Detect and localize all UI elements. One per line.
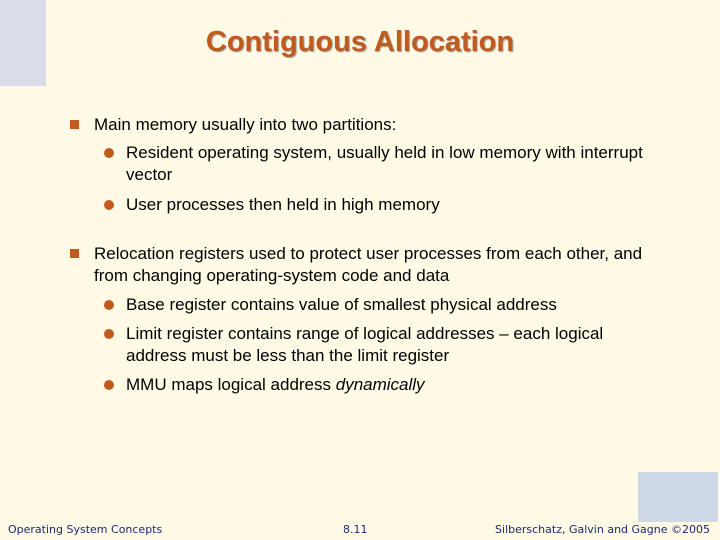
- square-bullet-icon: [70, 120, 79, 129]
- footer-copyright: Silberschatz, Galvin and Gagne ©2005: [495, 523, 710, 536]
- round-bullet-icon: [104, 329, 114, 339]
- sub-bullet-resident-os: Resident operating system, usually held in low memory with interrupt vector: [126, 142, 646, 186]
- footer-page-number: 8.11: [343, 523, 368, 536]
- footer-book-title: Operating System Concepts: [8, 523, 163, 536]
- sub-bullet-limit-register: Limit register contains range of logical addresses – each logical address must be less than the limit register: [126, 323, 646, 367]
- round-bullet-icon: [104, 300, 114, 310]
- bullet-relocation-registers: Relocation registers used to protect user processes from each other, and from changing operating-system code and data: [94, 243, 654, 287]
- round-bullet-icon: [104, 380, 114, 390]
- square-bullet-icon: [70, 249, 79, 258]
- round-bullet-icon: [104, 200, 114, 210]
- round-bullet-icon: [104, 148, 114, 158]
- bullet-main-memory: Main memory usually into two partitions:: [94, 114, 654, 136]
- sub-bullet-base-register: Base register contains value of smallest physical address: [126, 294, 646, 316]
- dinosaur-logo-bottom-right: [638, 472, 718, 522]
- slide-title: Contiguous Allocation: [205, 26, 515, 58]
- sub-bullet-user-processes: User processes then held in high memory: [126, 194, 646, 216]
- sub-bullet-mmu: MMU maps logical address dynamically: [126, 374, 646, 396]
